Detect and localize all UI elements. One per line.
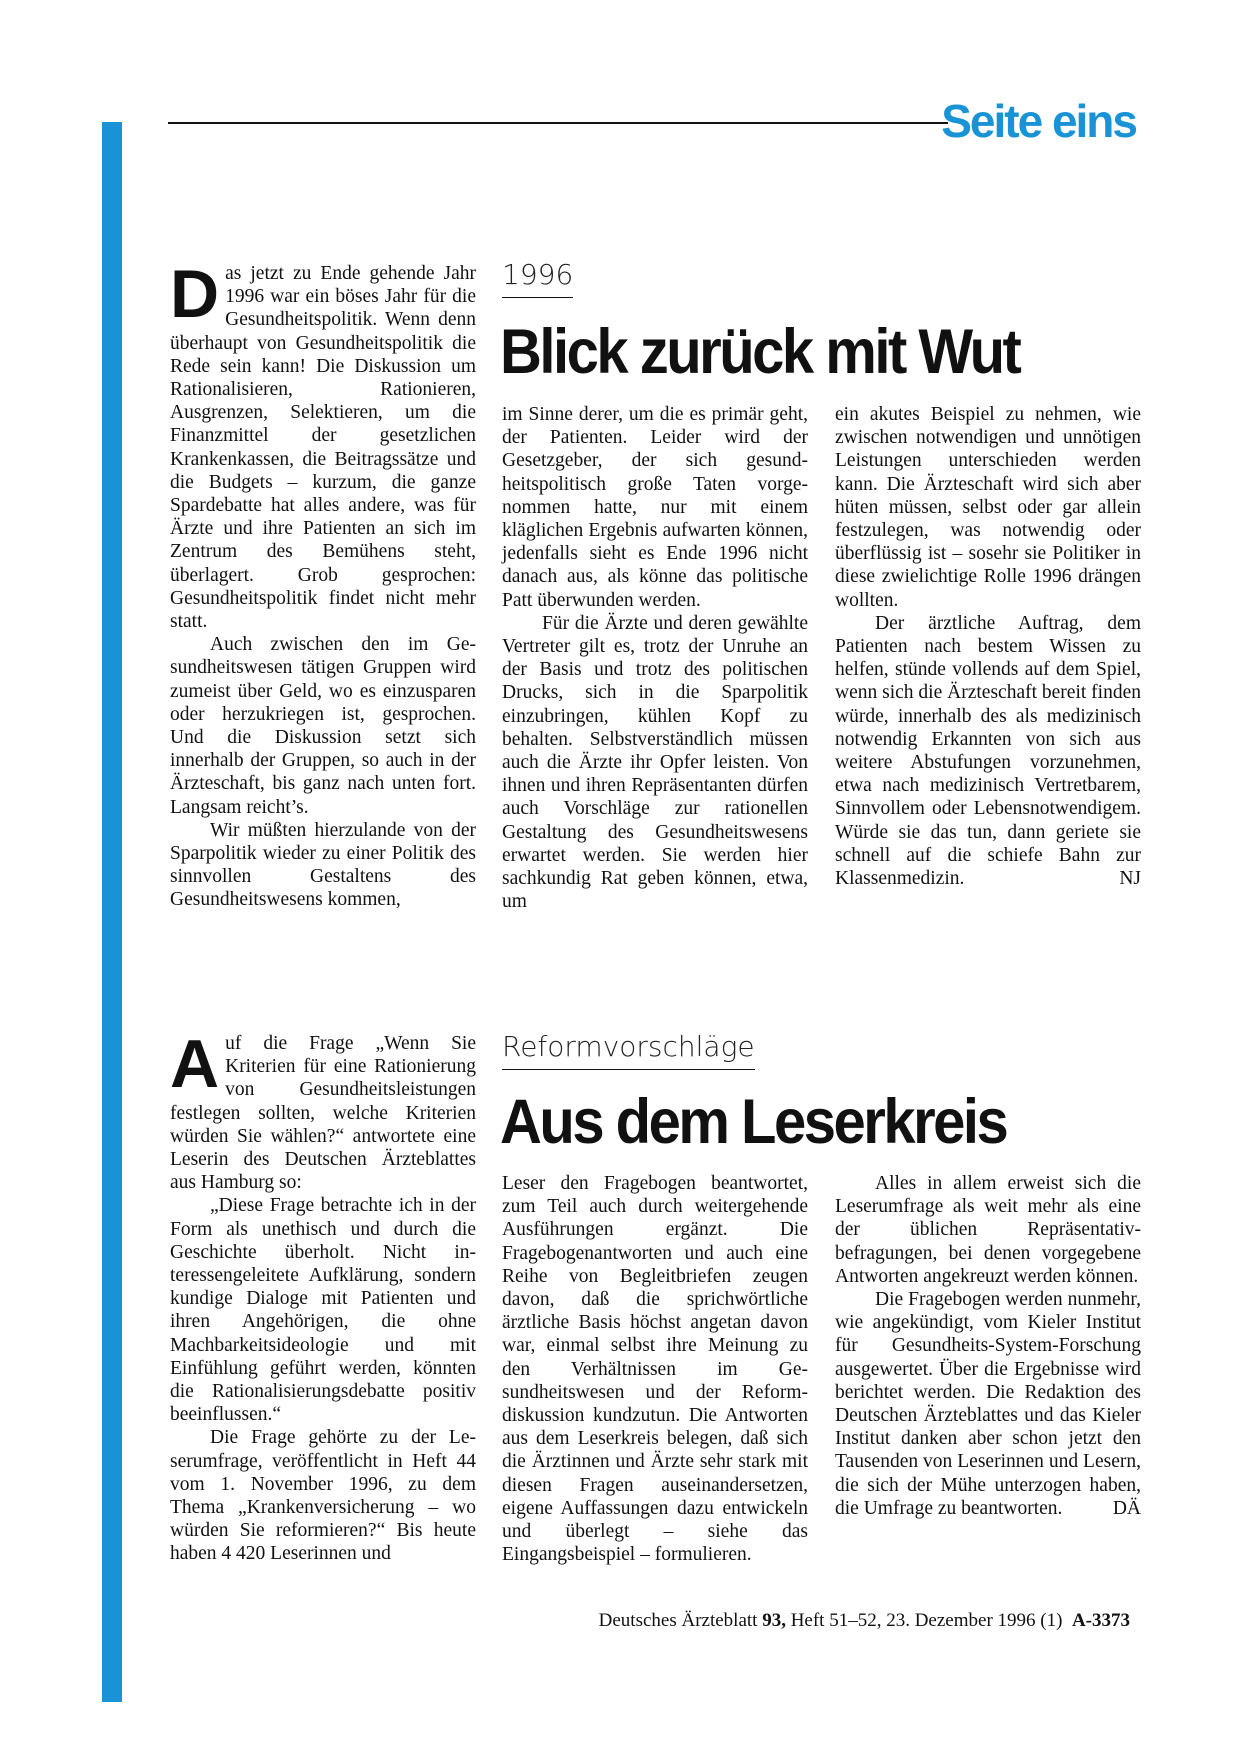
- article2-col1-para-1: [170, 1026, 476, 1194]
- article2-kicker: Reformvorschläge: [502, 1030, 755, 1070]
- header-rule: [168, 122, 948, 124]
- article2-col1-para-2: „Diese Frage betrachte ich in der Form als unethisch und durch die Geschichte überholt. Nicht interessengeleitete Aufklärung, sondern kundige Dialoge mit Patienten und ihren Angehörigen, die ohne Machbarkeitsideologie und mit Einfühlung geführt werden, könnten die Rationalisierungsdebatte positiv beeinflussen.“: [170, 1195, 476, 1426]
- article1-col1-para-1: [170, 256, 476, 633]
- article1-col3-para-1: ein akutes Beispiel zu nehmen, wie zwischen notwendigen und unnötigen Leistungen unterschieden werden kann. Die Ärzteschaft wird sich aber hüten müssen, selbst oder gar allein festzulegen, was notwendig oder überflüssig ist – sosehr sie Politiker in diese zwielichtige Rolle 1996 drängen wollten.: [835, 404, 1141, 611]
- article2-col2: [502, 1172, 808, 1566]
- article1-col1-para-2: Auch zwischen den im Gesundheitswesen tätigen Gruppen wird zumeist über Geld, wo es einzusparen oder herzukriegen ist, gesprochen. Und die Diskussion setzt sich innerhalb der Gruppen, so auch in der Ärzteschaft, bis ganz nach unten fort. Langsam reicht’s.: [170, 634, 476, 818]
- article2-col3-para-2: [835, 1288, 1141, 1520]
- section-label: Seite eins: [941, 95, 1136, 147]
- article1-dropcap: D: [170, 256, 220, 332]
- footer-issue: Heft 51–52, 23. Dezember 1996 (1): [790, 1610, 1063, 1631]
- article1-kicker: 1996: [502, 258, 573, 298]
- article2-col2-para-1: Leser den Fragebogen beantwortet, zum Teil auch durch weitergehende Ausführungen ergänzt. Die Fragebogenantworten und auch eine Reihe von Begleitbriefen zeugen davon, daß die sprichwörtliche ärztliche Basis höchst angetan davon war, einmal selbst ihre Meinung zu den Verhältnissen im Gesundheitswesen und der Reformdiskussion kundzutun. Die Antworten aus dem Leserkreis belegen, daß sich die Ärztinnen und Ärzte sehr stark mit diesen Fragen auseinandersetzen, eigene Auffassungen dazu entwickeln und überlegt – siehe das Eingangsbeispiel – formulieren.: [502, 1173, 808, 1566]
- accent-side-bar: [102, 122, 122, 1702]
- article1-col2-para-1: im Sinne derer, um die es primär geht, der Patienten. Leider wird der Gesetzgeber, der sich gesundheitspolitisch große Taten vorgenommen hatte, nur mit einem kläglichen Ergebnis aufwarten können, jedenfalls sieht es Ende 1996 nicht danach aus, als könne das politische Patt überwunden werden.: [502, 404, 808, 611]
- article2-dropcap: A: [170, 1026, 220, 1102]
- article2-col1: [170, 1026, 476, 1566]
- article1-signature: NJ: [1119, 868, 1141, 890]
- article1-col3-para-2-text: Der ärztliche Auftrag, dem Patienten nach bestem Wissen zu helfen, stünde vollends auf dem Spiel, wenn sich die Ärzteschaft bereit finden würde, innerhalb des als medizinisch notwendig Erkannten von sich aus weitere Abstufungen vorzunehmen, etwa nach medizinisch Vertretbarem, Sinnvollem oder Lebensnotwendigem. Würde sie das tun, dann geriete sie schnell auf die schiefe Bahn zur Klassenmedizin.: [835, 612, 1141, 890]
- article2-col1-para-3: Die Frage gehörte zu der Leserumfrage, veröffentlicht in Heft 44 vom 1. November 1996, zu dem Thema „Krankenversicherung – wo würden Sie reformieren?“ Bis heute haben 4 420 Leserinnen und: [170, 1427, 476, 1565]
- article1-col3: [835, 403, 1141, 890]
- article2-col1-para-1-text: uf die Frage „Wenn Sie Kriterien für eine Rationierung von Gesundheitsleistungen festlegen sollten, welche Kriterien würden Sie wählen?“ antwortete eine Leserin des Deutschen Ärzteblattes aus Hamburg so:: [170, 1033, 476, 1194]
- article1-col2: [502, 403, 808, 913]
- article2-signature: DÄ: [1112, 1497, 1141, 1519]
- footer-volume: 93,: [762, 1610, 786, 1631]
- article1-col1-para-3: Wir müßten hierzulande von der Sparpolitik wieder zu einer Politik des sinnvollen Gestaltens des Gesundheitswesens kommen,: [170, 819, 476, 911]
- footer-journal: Deutsches Ärzteblatt: [598, 1610, 758, 1631]
- footer-page-number: A-3373: [1071, 1610, 1130, 1631]
- page-footer: [599, 1610, 1130, 1632]
- article2-col3: [835, 1172, 1141, 1520]
- article1-col1: [170, 256, 476, 912]
- article1-col2-para-2: Für die Ärzte und deren gewählte Vertreter gilt es, trotz der Unruhe an der Basis und trotz des politischen Drucks, sich in die Sparpolitik einzubringen, kühlen Kopf zu behalten. Selbstverständlich müssen auch die Ärzte ihr Opfer leisten. Von ihnen und ihren Repräsentanten dürfen auch Vorschläge zur rationellen Gestaltung des Gesundheitswesens erwartet werden. Sie werden hier sachkundig Rat geben können, etwa, um: [502, 612, 808, 913]
- article2-headline: Aus dem Leserkreis: [500, 1087, 1007, 1158]
- article2-col3-para-2-text: Die Fragebogen werden nunmehr, wie angekündigt, vom Kieler Institut für Gesundheits-System-Forschung ausgewertet. Über die Ergebnisse wird berichtet werden. Die Redaktion des Deutschen Ärzteblattes und das Kieler Institut danken aber schon jetzt den Tausenden von Leserinnen und Lesern, die sich der Mühe unterzogen haben, die Umfrage zu beantworten.: [835, 1289, 1141, 1519]
- article1-col1-para-1-text: as jetzt zu Ende gehende Jahr 1996 war ein böses Jahr für die Gesundheitspolitik. Wenn denn überhaupt von Gesundheitspolitik die Rede sein kann! Die Diskussion um Rationalisieren, Rationieren, Ausgrenzen, Selektieren, um die Finanzmittel der gesetzlichen Krankenkassen, die Beitragssätze und die Budgets – kurzum, die ganze Spardebatte hat alles andere, was für Ärzte und ihre Patienten an sich im Zentrum des Bemühens steht, überlagert. Grob gesprochen: Gesundheitspolitik findet nicht mehr statt.: [170, 263, 476, 633]
- article2-col3-para-1: Alles in allem erweist sich die Leserumfrage als weit mehr als eine der üblichen Repräsentativbefragungen, bei denen vorgegebene Antworten angekreuzt werden können.: [835, 1173, 1141, 1287]
- article1-col3-para-2: [835, 612, 1141, 890]
- article1-headline: Blick zurück mit Wut: [500, 317, 1020, 388]
